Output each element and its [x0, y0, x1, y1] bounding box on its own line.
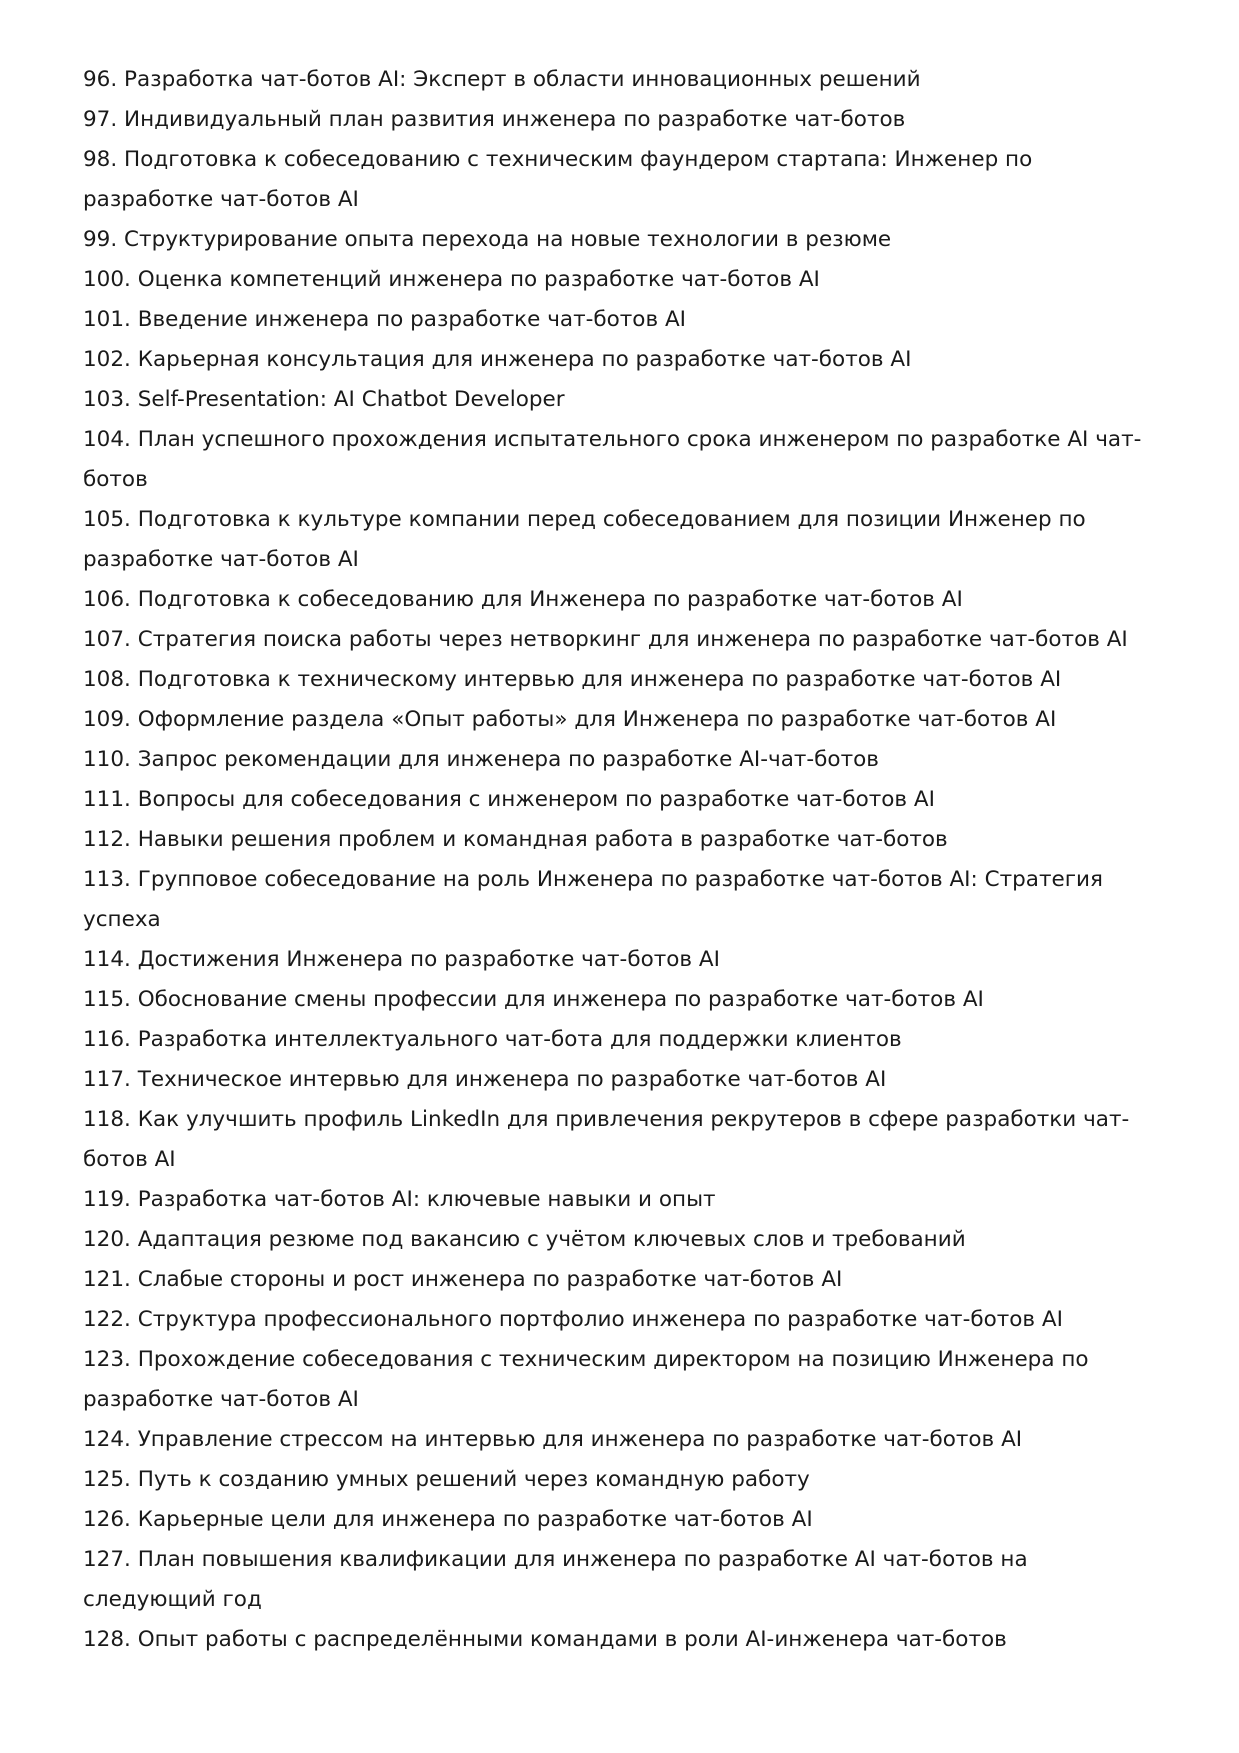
list-item: 105. Подготовка к культуре компании перед собеседованием для позиции Инженер по разработке чат-ботов AI — [83, 507, 1086, 572]
list-item: 121. Слабые стороны и рост инженера по разработке чат-ботов AI — [83, 1267, 843, 1292]
list-item: 98. Подготовка к собеседованию с техническим фаундером стартапа: Инженер по разработке чат-ботов AI — [83, 147, 1033, 212]
list-item: 127. План повышения квалификации для инженера по разработке AI чат-ботов на следующий год — [83, 1547, 1028, 1612]
list-item: 106. Подготовка к собеседованию для Инженера по разработке чат-ботов AI — [83, 587, 963, 612]
list-item: 126. Карьерные цели для инженера по разработке чат-ботов AI — [83, 1507, 813, 1532]
list-item: 97. Индивидуальный план развития инженера по разработке чат-ботов — [83, 107, 906, 132]
list-item: 115. Обоснование смены профессии для инженера по разработке чат-ботов AI — [83, 987, 984, 1012]
list-item: 124. Управление стрессом на интервью для инженера по разработке чат-ботов AI — [83, 1427, 1023, 1452]
list-item: 117. Техническое интервью для инженера по разработке чат-ботов AI — [83, 1067, 887, 1092]
list-item: 104. План успешного прохождения испытательного срока инженером по разработке AI чат-ботов — [83, 427, 1142, 492]
list-item: 125. Путь к созданию умных решений через командную работу — [83, 1467, 810, 1492]
list-item: 100. Оценка компетенций инженера по разработке чат-ботов AI — [83, 267, 820, 292]
list-item: 110. Запрос рекомендации для инженера по разработке AI-чат-ботов — [83, 747, 879, 772]
list-item: 108. Подготовка к техническому интервью для инженера по разработке чат-ботов AI — [83, 667, 1062, 692]
list-item: 99. Структурирование опыта перехода на новые технологии в резюме — [83, 227, 892, 252]
list-item: 109. Оформление раздела «Опыт работы» для Инженера по разработке чат-ботов AI — [83, 707, 1057, 732]
list-item: 111. Вопросы для собеседования с инженером по разработке чат-ботов AI — [83, 787, 935, 812]
list-item: 128. Опыт работы с распределёнными командами в роли AI-инженера чат-ботов — [83, 1627, 1007, 1652]
list-item: 101. Введение инженера по разработке чат-ботов AI — [83, 307, 687, 332]
list-item: 119. Разработка чат-ботов AI: ключевые навыки и опыт — [83, 1187, 716, 1212]
list-item: 112. Навыки решения проблем и командная работа в разработке чат-ботов — [83, 827, 948, 852]
list-item: 114. Достижения Инженера по разработке чат-ботов AI — [83, 947, 720, 972]
list-item: 102. Карьерная консультация для инженера по разработке чат-ботов AI — [83, 347, 912, 372]
list-item: 103. Self-Presentation: AI Chatbot Developer — [83, 387, 565, 412]
list-item: 123. Прохождение собеседования с техническим директором на позицию Инженера по разработке чат-ботов AI — [83, 1347, 1089, 1412]
list-item: 116. Разработка интеллектуального чат-бота для поддержки клиентов — [83, 1027, 902, 1052]
list-item: 122. Структура профессионального портфолио инженера по разработке чат-ботов AI — [83, 1307, 1063, 1332]
list-item: 118. Как улучшить профиль LinkedIn для привлечения рекрутеров в сфере разработки чат-ботов AI — [83, 1107, 1130, 1172]
list-item: 113. Групповое собеседование на роль Инженера по разработке чат-ботов AI: Стратегия успеха — [83, 867, 1103, 932]
topic-list — [83, 60, 1163, 1660]
list-item: 96. Разработка чат-ботов AI: Эксперт в области инновационных решений — [83, 67, 921, 92]
list-item: 107. Стратегия поиска работы через нетворкинг для инженера по разработке чат-ботов AI — [83, 627, 1128, 652]
list-item: 120. Адаптация резюме под вакансию с учётом ключевых слов и требований — [83, 1227, 966, 1252]
